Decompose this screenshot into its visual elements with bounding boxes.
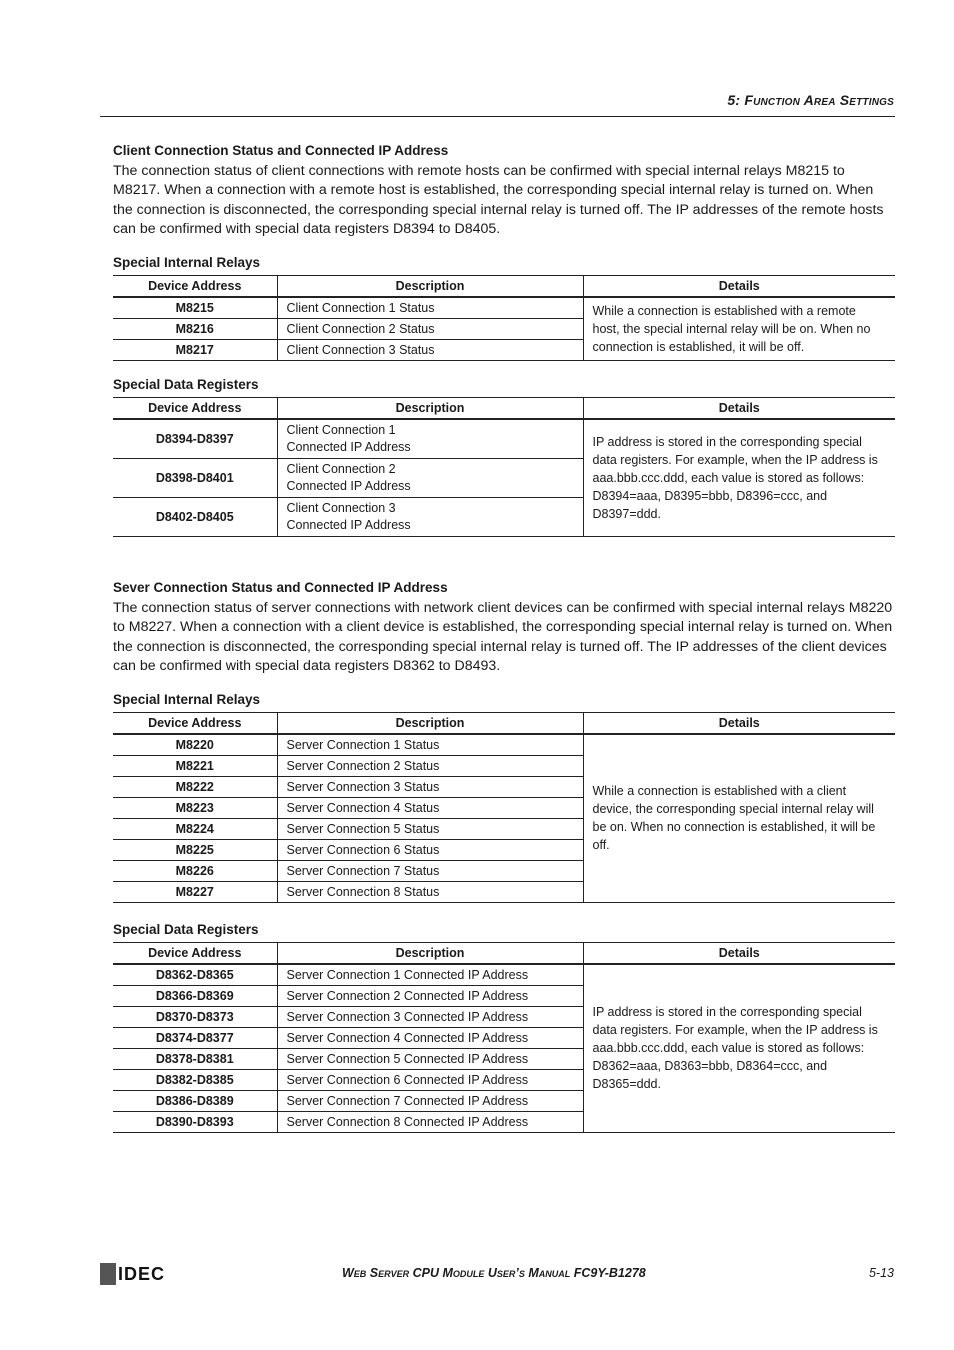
device-address: M8227 bbox=[113, 881, 277, 902]
description: Server Connection 1 Status bbox=[277, 734, 583, 755]
description: Server Connection 8 Status bbox=[277, 881, 583, 902]
column-header-description: Description bbox=[277, 713, 583, 735]
column-header-details: Details bbox=[583, 276, 895, 298]
table-row bbox=[113, 297, 895, 318]
server-section bbox=[113, 580, 895, 677]
client-registers-title: Special Data Registers bbox=[113, 377, 259, 392]
description: Server Connection 2 Connected IP Address bbox=[277, 985, 583, 1006]
description: Server Connection 6 Connected IP Address bbox=[277, 1069, 583, 1090]
device-address: D8382-D8385 bbox=[113, 1069, 277, 1090]
details: While a connection is established with a remote host, the special internal relay will be on. When no connection is established, it will be off. bbox=[583, 297, 895, 360]
idec-logo bbox=[100, 1263, 165, 1285]
description bbox=[277, 419, 583, 458]
column-header-details: Details bbox=[583, 713, 895, 735]
column-header-device-address: Device Address bbox=[113, 398, 277, 420]
column-header-device-address: Device Address bbox=[113, 943, 277, 965]
description-line: Connected IP Address bbox=[286, 439, 411, 454]
description: Server Connection 6 Status bbox=[277, 839, 583, 860]
device-address: M8221 bbox=[113, 755, 277, 776]
device-address: D8366-D8369 bbox=[113, 985, 277, 1006]
header-rule bbox=[100, 116, 895, 117]
client-section bbox=[113, 143, 895, 240]
server-registers-table bbox=[113, 942, 895, 1133]
device-address: M8224 bbox=[113, 818, 277, 839]
server-registers-block bbox=[113, 922, 895, 1133]
device-address: M8217 bbox=[113, 339, 277, 360]
description bbox=[277, 497, 583, 536]
device-address: D8402-D8405 bbox=[113, 497, 277, 536]
server-relays-table bbox=[113, 712, 895, 903]
description bbox=[277, 458, 583, 497]
client-relays-table bbox=[113, 275, 895, 361]
description-line: Connected IP Address bbox=[286, 517, 411, 532]
details: IP address is stored in the corresponding special data registers. For example, when the IP address is aaa.bbb.ccc.ddd, each value is stored as follows: D8362=aaa, D8363=bbb, D8364=ccc, and D8365=ddd. bbox=[583, 964, 895, 1132]
client-relays-title: Special Internal Relays bbox=[113, 255, 261, 270]
description: Server Connection 3 Status bbox=[277, 776, 583, 797]
description: Server Connection 7 Status bbox=[277, 860, 583, 881]
column-header-details: Details bbox=[583, 398, 895, 420]
description: Client Connection 3 Status bbox=[277, 339, 583, 360]
client-section-paragraph: The connection status of client connections with remote hosts can be confirmed with special internal relays M8215 to M8217. When a connection with a remote host is established, the corresponding special internal relay is turned on. When the connection is disconnected, the corresponding special internal relay is turned off. The IP addresses of the remote hosts can be confirmed with special data registers D8394 to D8405. bbox=[113, 163, 884, 238]
description: Server Connection 7 Connected IP Address bbox=[277, 1090, 583, 1111]
device-address: M8223 bbox=[113, 797, 277, 818]
description-line: Connected IP Address bbox=[286, 478, 411, 493]
client-relays-block bbox=[113, 255, 895, 361]
chapter-title: 5: Function Area Settings bbox=[727, 92, 894, 108]
device-address: M8220 bbox=[113, 734, 277, 755]
client-registers-table bbox=[113, 397, 895, 537]
details: IP address is stored in the corresponding special data registers. For example, when the IP address is aaa.bbb.ccc.ddd, each value is stored as follows: D8394=aaa, D8395=bbb, D8396=ccc, and D8397=ddd. bbox=[583, 419, 895, 536]
device-address: D8362-D8365 bbox=[113, 964, 277, 985]
device-address: M8216 bbox=[113, 318, 277, 339]
device-address: D8394-D8397 bbox=[113, 419, 277, 458]
device-address: M8222 bbox=[113, 776, 277, 797]
server-section-heading: Sever Connection Status and Connected IP Address bbox=[113, 580, 448, 595]
device-address: M8226 bbox=[113, 860, 277, 881]
device-address: M8225 bbox=[113, 839, 277, 860]
server-registers-title: Special Data Registers bbox=[113, 922, 259, 937]
description: Client Connection 2 Status bbox=[277, 318, 583, 339]
client-registers-block bbox=[113, 377, 895, 537]
device-address: D8374-D8377 bbox=[113, 1027, 277, 1048]
manual-title: Web Server CPU Module User’s Manual FC9Y-B1278 bbox=[342, 1266, 646, 1280]
server-relays-title: Special Internal Relays bbox=[113, 692, 261, 707]
device-address: M8215 bbox=[113, 297, 277, 318]
description: Server Connection 5 Status bbox=[277, 818, 583, 839]
details: While a connection is established with a client device, the corresponding special internal relay will be on. When no connection is established, it will be off. bbox=[583, 734, 895, 902]
server-section-paragraph: The connection status of server connections with network client devices can be confirmed with special internal relays M8220 to M8227. When a connection with a client device is established, the corresponding special internal relay is turned on. When the connection is disconnected, the corresponding special internal relay is turned off. The IP addresses of the client devices can be confirmed with special data registers D8362 to D8493. bbox=[113, 600, 893, 675]
client-section-heading: Client Connection Status and Connected IP Address bbox=[113, 143, 449, 158]
column-header-device-address: Device Address bbox=[113, 713, 277, 735]
table-row bbox=[113, 964, 895, 985]
description-line: Client Connection 3 bbox=[286, 500, 396, 515]
page-number: 5-13 bbox=[868, 1266, 894, 1280]
column-header-description: Description bbox=[277, 276, 583, 298]
description: Client Connection 1 Status bbox=[277, 297, 583, 318]
description: Server Connection 3 Connected IP Address bbox=[277, 1006, 583, 1027]
description: Server Connection 4 Status bbox=[277, 797, 583, 818]
device-address: D8390-D8393 bbox=[113, 1111, 277, 1132]
description-line: Client Connection 1 bbox=[286, 422, 396, 437]
device-address: D8386-D8389 bbox=[113, 1090, 277, 1111]
server-relays-block bbox=[113, 692, 895, 903]
column-header-description: Description bbox=[277, 943, 583, 965]
description: Server Connection 5 Connected IP Address bbox=[277, 1048, 583, 1069]
device-address: D8370-D8373 bbox=[113, 1006, 277, 1027]
description: Server Connection 8 Connected IP Address bbox=[277, 1111, 583, 1132]
column-header-details: Details bbox=[583, 943, 895, 965]
description: Server Connection 1 Connected IP Address bbox=[277, 964, 583, 985]
table-row bbox=[113, 734, 895, 755]
description: Server Connection 2 Status bbox=[277, 755, 583, 776]
table-row bbox=[113, 419, 895, 458]
logo-mark-icon bbox=[100, 1263, 116, 1285]
description-line: Client Connection 2 bbox=[286, 461, 396, 476]
logo-text: IDEC bbox=[118, 1263, 166, 1284]
column-header-description: Description bbox=[277, 398, 583, 420]
device-address: D8398-D8401 bbox=[113, 458, 277, 497]
device-address: D8378-D8381 bbox=[113, 1048, 277, 1069]
column-header-device-address: Device Address bbox=[113, 276, 277, 298]
description: Server Connection 4 Connected IP Address bbox=[277, 1027, 583, 1048]
